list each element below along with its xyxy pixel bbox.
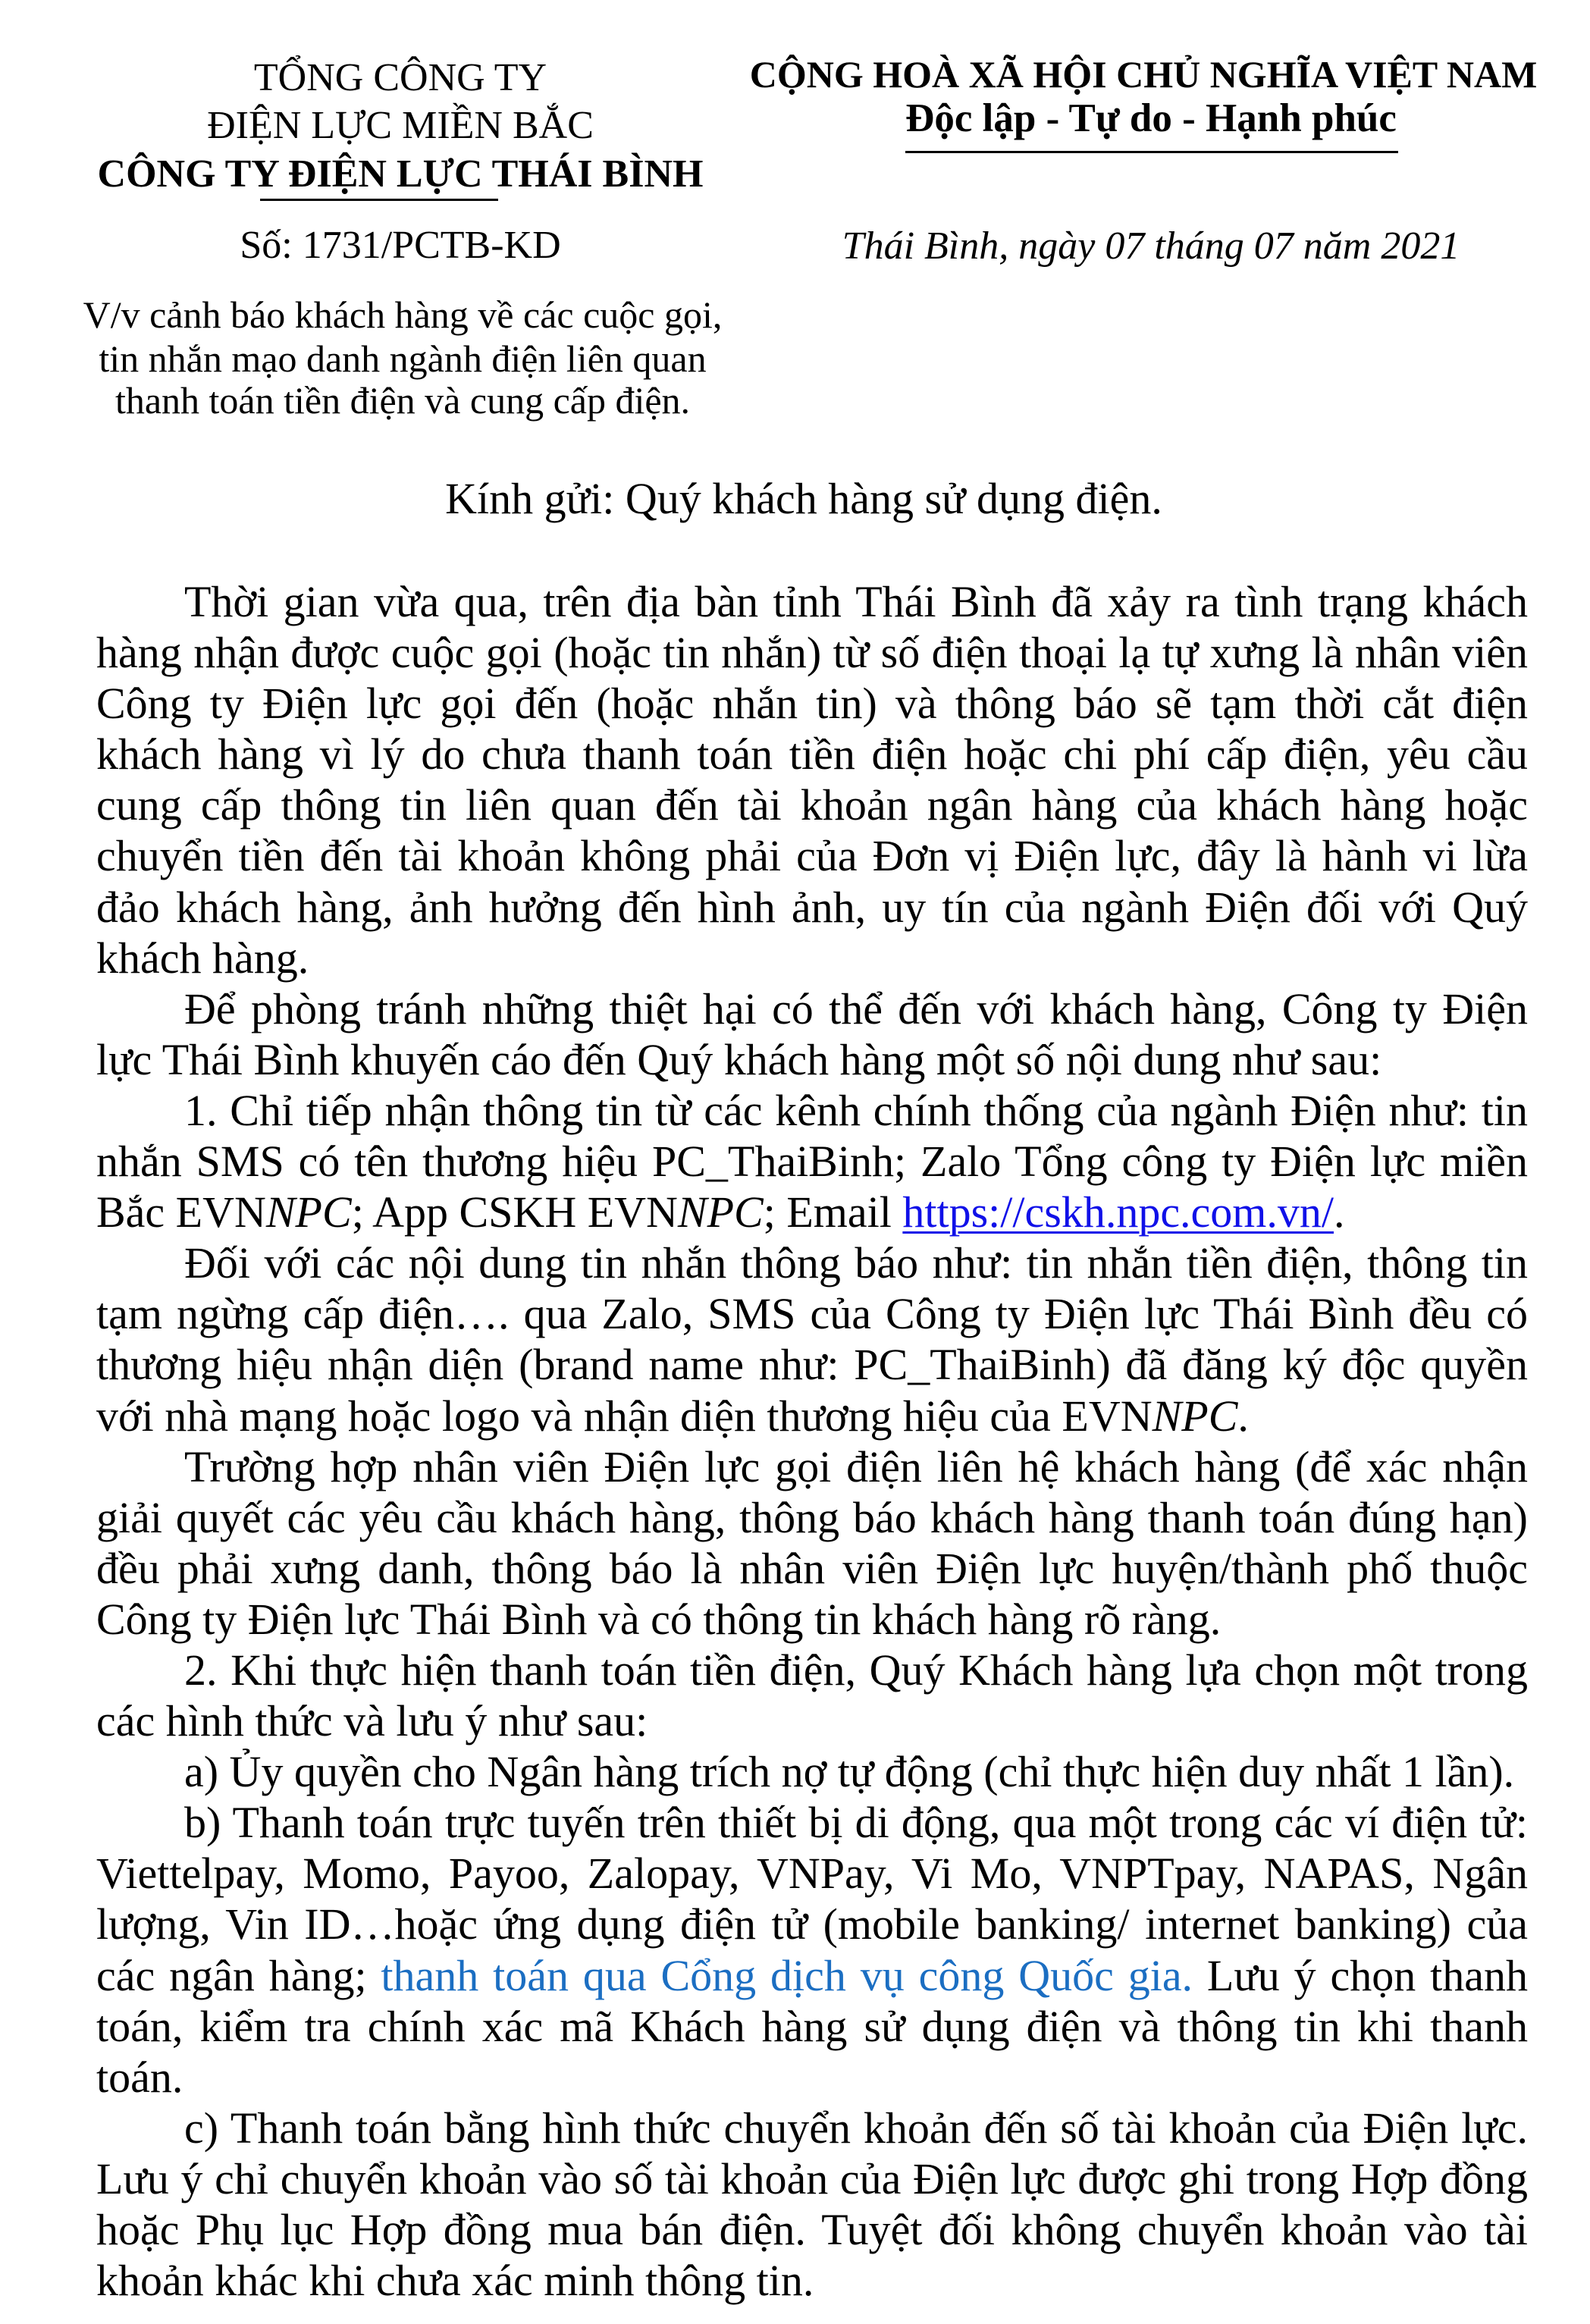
text-line: Công ty Điện lực gọi đến (hoặc nhắn tin) và thông báo sẽ tạm thời cắt điện bbox=[96, 679, 1528, 729]
national-motto: Độc lập - Tự do - Hạnh phúc bbox=[905, 96, 1397, 140]
text-line: b) Thanh toán trực tuyến trên thiết bị di động, qua một trong các ví điện tử: bbox=[184, 1798, 1528, 1848]
text-line: Trường hợp nhân viên Điện lực gọi điện liên hệ khách hàng (để xác nhận bbox=[184, 1441, 1528, 1491]
paragraph-warning bbox=[96, 576, 1528, 983]
letter-body bbox=[96, 576, 1528, 2306]
national-portal-text: thanh toán qua Cổng dịch vụ công Quốc gia. bbox=[381, 1950, 1193, 2000]
text-run: với nhà mạng hoặc logo và nhận diện thương hiệu của EVN bbox=[96, 1391, 1153, 1441]
text-line: Công ty Điện lực Thái Bình và có thông tin khách hàng rõ ràng. bbox=[96, 1594, 1222, 1644]
text-run: Lưu ý chọn thanh bbox=[1193, 1950, 1528, 2000]
text-line: nhắn SMS có tên thương hiệu PC_ThaiBinh; Zalo Tổng công ty Điện lực miền bbox=[96, 1137, 1528, 1187]
text-line: hoặc Phụ lục Hợp đồng mua bán điện. Tuyệt đối không chuyển khoản vào tài bbox=[96, 2205, 1528, 2254]
text-line: Thời gian vừa qua, trên địa bàn tỉnh Thái Bình đã xảy ra tình trạng khách bbox=[184, 577, 1528, 626]
text-line: a) Ủy quyền cho Ngân hàng trích nợ tự động (chỉ thực hiện duy nhất 1 lần). bbox=[184, 1747, 1515, 1797]
text-line: cung cấp thông tin liên quan đến tài khoản ngân hàng của khách hàng hoặc bbox=[96, 780, 1528, 830]
text-line: đảo khách hàng, ảnh hưởng đến hình ảnh, uy tín của ngành Điện đối với Quý bbox=[96, 882, 1528, 932]
text-run: các ngân hàng; bbox=[96, 1950, 381, 2000]
paragraph-option-b bbox=[96, 1797, 1528, 2103]
paragraph-brandname bbox=[96, 1237, 1528, 1441]
cskh-link[interactable]: https://cskh.npc.com.vn/ bbox=[902, 1187, 1334, 1237]
text-line: thương hiệu nhận diện (brand name như: PC_ThaiBinh) đã đăng ký độc quyền bbox=[96, 1340, 1528, 1390]
text-line: hàng nhận được cuộc gọi (hoặc tin nhắn) từ số điện thoại lạ tự xưng là nhân viên bbox=[96, 628, 1528, 678]
text-line: đều phải xưng danh, thông báo là nhân viên Điện lực huyện/thành phố thuộc bbox=[96, 1543, 1528, 1593]
text-line bbox=[96, 1391, 1528, 1441]
text-line: các hình thức và lưu ý như sau: bbox=[96, 1696, 648, 1746]
text-run: . bbox=[1237, 1391, 1249, 1441]
brand-italic: NPC bbox=[265, 1187, 352, 1237]
text-line: lực Thái Bình khuyến cáo đến Quý khách hàng một số nội dung như sau: bbox=[96, 1034, 1382, 1084]
paragraph-payment-intro bbox=[96, 1645, 1528, 1746]
text-line: Viettelpay, Momo, Payoo, Zalopay, VNPay, Vi Mo, VNPTpay, NAPAS, Ngân bbox=[96, 1849, 1528, 1899]
subject-line: V/v cảnh báo khách hàng về các cuộc gọi, bbox=[83, 293, 723, 336]
paragraph-staff-calls bbox=[96, 1441, 1528, 1645]
paragraph-option-c bbox=[96, 2103, 1528, 2306]
text-run: Bắc EVN bbox=[96, 1187, 266, 1237]
paragraph-option-a bbox=[96, 1746, 1528, 1797]
paragraph-official-channels bbox=[96, 1085, 1528, 1237]
place-date: Thái Bình, ngày 07 tháng 07 năm 2021 bbox=[842, 224, 1460, 268]
text-line: khách hàng vì lý do chưa thanh toán tiền điện hoặc chi phí cấp điện, yêu cầu bbox=[96, 729, 1528, 779]
motto-underline bbox=[905, 151, 1398, 153]
text-line: toán. bbox=[96, 2052, 183, 2102]
text-line: Lưu ý chỉ chuyển khoản vào số tài khoản của Điện lực được ghi trong Hợp đồng bbox=[96, 2153, 1528, 2203]
brand-italic: NPC bbox=[1152, 1391, 1238, 1441]
text-line: khách hàng. bbox=[96, 933, 309, 983]
text-run: ; App CSKH EVN bbox=[351, 1187, 678, 1237]
company-underline bbox=[260, 199, 498, 201]
text-run: ; Email bbox=[763, 1187, 903, 1237]
brand-italic: NPC bbox=[677, 1187, 764, 1237]
subject-line: thanh toán tiền điện và cung cấp điện. bbox=[114, 379, 691, 422]
subject-line: tin nhắn mạo danh ngành điện liên quan bbox=[99, 337, 707, 380]
text-line: 2. Khi thực hiện thanh toán tiền điện, Quý Khách hàng lựa chọn một trong bbox=[184, 1645, 1528, 1695]
text-line: chuyển tiền đến tài khoản không phải của Đơn vị Điện lực, đây là hành vi lừa bbox=[96, 831, 1528, 881]
paragraph-recommendation-intro bbox=[96, 983, 1528, 1085]
document-number: Số: 1731/PCTB-KD bbox=[240, 224, 561, 267]
parent-org-line2: ĐIỆN LỰC MIỀN BẮC bbox=[207, 104, 594, 147]
greeting: Kính gửi: Quý khách hàng sử dụng điện. bbox=[445, 474, 1162, 523]
text-line bbox=[96, 1950, 1528, 2001]
text-line: 1. Chỉ tiếp nhận thông tin từ các kênh chính thống của ngành Điện như: tin bbox=[184, 1085, 1528, 1135]
text-line: giải quyết các yêu cầu khách hàng, thông báo khách hàng thanh toán đúng hạn) bbox=[96, 1492, 1528, 1542]
text-line: lượng, Vin ID…hoặc ứng dụng điện tử (mobile banking/ internet banking) của bbox=[96, 1899, 1528, 1949]
text-line bbox=[96, 1187, 1528, 1237]
text-line: khoản khác khi chưa xác minh thông tin. bbox=[96, 2256, 814, 2306]
text-line: Đối với các nội dung tin nhắn thông báo như: tin nhắn tiền điện, thông tin bbox=[184, 1238, 1528, 1288]
text-line: Để phòng tránh những thiệt hại có thể đến với khách hàng, Công ty Điện bbox=[184, 983, 1528, 1033]
text-line: c) Thanh toán bằng hình thức chuyển khoản đến số tài khoản của Điện lực. bbox=[184, 2103, 1528, 2153]
national-title: CỘNG HOÀ XÃ HỘI CHỦ NGHĨA VIỆT NAM bbox=[749, 53, 1538, 96]
company-name: CÔNG TY ĐIỆN LỰC THÁI BÌNH bbox=[97, 152, 704, 196]
parent-org: TỔNG CÔNG TY bbox=[253, 56, 547, 99]
text-line: tạm ngừng cấp điện…. qua Zalo, SMS của Công ty Điện lực Thái Bình đều có bbox=[96, 1289, 1528, 1339]
text-run: . bbox=[1334, 1187, 1345, 1237]
text-line: toán, kiểm tra chính xác mã Khách hàng sử dụng điện và thông tin khi thanh bbox=[96, 2001, 1528, 2051]
